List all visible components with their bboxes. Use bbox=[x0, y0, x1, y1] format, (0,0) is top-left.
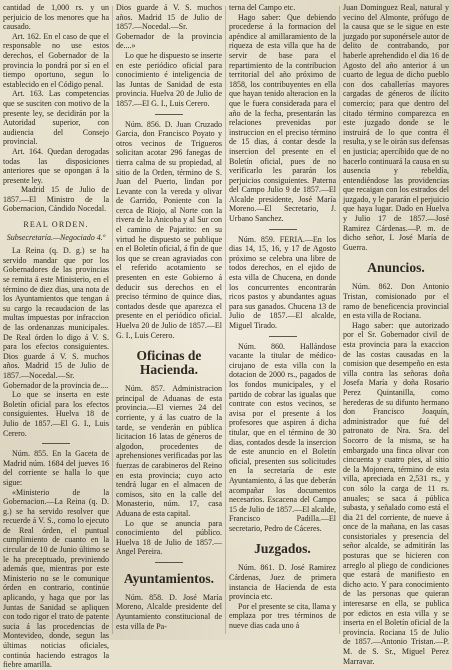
column-3 bbox=[229, 3, 336, 637]
divider bbox=[42, 443, 70, 444]
law-signature: Madrid 15 de Julio de 1857.—El Ministro de la Gobernacion, Cándido Nocedal. bbox=[3, 185, 109, 214]
notice-855-text: «Ministerio de la Gobernacion.—La Reina (q. D. g.) se ha servido resolver que recuerde á V. S., como lo ejecuto de Real órden, el puntual cumplimiento de cuanto en la circular de 10 de Junio último se le ha preceptuado, previniendo además que, mientras por este Ministerio no se le comunique órden en contrario, continúe aplicando, y haga que por las Juntas de Sanidad se apliquen con todo rigor el trato de patente sucia á las procedencias de Montevideo, donde, segun las últimas noticias oficiales, continúa haciendo estragos la fiebre amarilla. bbox=[3, 487, 109, 670]
notice-855-insert-note: Lo que he dispuesto se inserte en este periódico oficial para conocimiento é inteligencia de las Juntas de Sanidad de esta provincia. Huelva 20 de Julio de 1857.—El G. I., Luis Cerero. bbox=[116, 50, 222, 108]
article-163: Art. 163. Las competencias que se susciten con motivo de la presente ley, se decidirán por la Autoridad superior, con audiencia del Consejo provincial. bbox=[3, 89, 109, 147]
article-162: Art. 162. En el caso de que el responsable no use estos derechos, el Gobernador de la provincia lo pondrá por sí en el tiempo oportuno, segun lo establecido en el Código penal. bbox=[3, 31, 109, 89]
notice-861-start: Por el presente se cita, llama y emplaza por tres términos de nueve dias cada uno á bbox=[229, 601, 336, 631]
notice-855-intro: Núm. 855. En la Gaceta de Madrid núm. 1684 del jueves 16 del corriente se halla lo que sigue: bbox=[3, 449, 109, 487]
column-4 bbox=[343, 3, 449, 666]
notice-858-text: Hago saber: Que debiendo procederse á la formacion del apéndice al amillaramiento de la riqueza de esta villa que ha de servir de base para el repartimiento de la contribucion territorial del año próximo de 1858, los contribuyentes en ella que hayan tenido alteracion en la que le fuera considerada para el año de la fecha, presentarán las relaciones prevenidas por instruccion en el preciso término de 15 dias, á contar desde la insercion del presente en el Boletín oficial, pues de no verificarlo les pararán los perjuicios consiguientes. Paterna del Campo Julio 9 de 1857.—El Alcalde presidente, José María Moreno.—El Secretario, J. Urbano Sanchez. bbox=[229, 12, 336, 224]
divider bbox=[269, 336, 297, 337]
column-1 bbox=[3, 3, 109, 670]
notice-858-start: Núm. 858. D. José María Moreno, Alcalde presidente del Ayuntamiento constitucional de esta villa de Pa- bbox=[116, 592, 222, 631]
notice-860: Núm. 860. Hallándose vacante la titular de médico-cirujano de esta villa con la dotacion de 2000 rs., pagados de los fondos municipales, y el partido de cobrar las igualas que contrate con estos vecinos, se avisa por el presente á los profesores que aspiren á dicha titular, que en el término de 30 dias, contados desde la insercion de este anuncio en el Boletín oficial, presenten sus solicitudes en la secretaría de este Ayuntamiento, á las que deberán acompañar los documentos necesarios. Escacena del Campo 15 de Julio de 1857.—El alcalde, Francisco Padilla.—El secretario, Pedro de Cáceres. bbox=[229, 341, 336, 533]
notice-858-continued: terna del Campo etc. bbox=[229, 3, 296, 12]
column-rule bbox=[339, 6, 340, 634]
article-text: cantidad de 1,000 rs. y un perjuicio de los menores que ha causado. bbox=[3, 3, 109, 32]
real-orden-insert-note: Lo que se inserta en este Boletín oficial para los efectos consiguientes. Huelva 18 de Julio de 1857.—El G. I., Luis Cerero. bbox=[3, 390, 109, 438]
column-2 bbox=[116, 3, 222, 637]
section-heading-oficinas-de-hacienda: Oficinas de Hacienda. bbox=[136, 348, 202, 378]
section-heading-ayuntamientos: Ayuntamientos. bbox=[123, 570, 215, 586]
notice-861-continued: Juan Dominguez Real, natural y vecino del Almonte, prófugo de la causa que se le sigue en este juzgado por suponérsele autor de delito de contrabando, por haberle aprehendido el dia 16 de Agosto del año anterior á un cuarto de legua de dicho pueblo con dos caballerías mayores cargadas de géneros de ilícito comercio; para que dentro del citado término comparezca en este juzgado donde se le instruirá de lo que contra él resulta, y se le oirán sus defensas en justicia; apercibido que de no hacerlo continuará la causa en su ausencia y rebeldía, entendiéndose las providencias que recaigan con los estrados del juzgado, y le pararán el perjuicio que haya lugar. Dado en Huelva y Julio 17 de 1857.—José Ramirez Cárdenas.—P. m. de dicho señor, I. José María de Guerra. bbox=[343, 3, 449, 252]
notice-855-close: Dios guarde á V. S. muchos años. Madrid 15 de Julio de 1857.—Nocedal.—Sr. Gobernador de la provincia de....» bbox=[116, 3, 222, 51]
section-heading-real-orden: REAL ORDEN. bbox=[23, 220, 89, 230]
real-orden-text: La Reina (q. D. g.) se ha servido mandar que por los Gobernadores de las provincias se remita á este Ministerio, en el término de diez dias, una nota de los Ayuntamientos que tengan á su cargo la recaudacion de las multas impuestas por infraccion de las ordenanzas municipales. De Real órden lo digo á V. S. para los efectos consiguientes. Dios guarde á V. S. muchos años. Madrid 15 de Julio de 1857.—Nocedal.—Sr. Gobernador de la provincia de.... bbox=[3, 246, 109, 390]
divider bbox=[269, 229, 297, 230]
notice-856: Núm. 856. D. Juan Cruzado Garcia, don Francisco Poyato y otros vecinos de Trigueros solicitan acotar 296 fanegas de tierra calma de su propiedad, al sitio de la Orden, término de S. Juan del Puerto, lindan por Levante con la vereda y olivar de Garrido, Poniente con la cerca de Riojo, al Norte con la rivera de la Anicoba y al Sur con el camino de Pajarito: en su virtud he dispuesto se publique en el Boletín oficial, á fin de que los que se crean agraviados con el referido acotamiento se presenten en este Gobierno á deducir sus derechos en el preciso término de quince dias, contados desde que aparezca el presente en el periódico oficial. Huelva 20 de Julio de 1857.—El G. I., Luis Cerero. bbox=[116, 119, 222, 340]
notice-862-intro: Núm. 862. Don Antonio Tristan, comisionado por el ramo de beneficencia provincial en esta villa de Rociana. bbox=[343, 282, 449, 321]
notice-857: Núm. 857. Administracion principal de Aduanas de esta provincia.—El viernes 24 del corriente, y á las cuatro de la tarde, se venderán en pública licitacion 16 latas de géneros de algodon, procedentes de aprehensiones verificadas por las fuerzas de carabineros del Reino en esta provincia; cuyo acto tendrá lugar en el almacen de comisos, sito en la calle del Monasterio, núm. 17, casa Aduana de esta capital. bbox=[116, 384, 222, 518]
column-rule bbox=[225, 6, 226, 634]
divider bbox=[155, 114, 183, 115]
notice-862-text: Hago saber: que autorizado por el Sr. Gobernador civil de esta provincia para la exaccion de las costas causadas en la comision que desempeño en esta villa contra las señoras doña Josefa María y doña Rosario Perez Quintanilla, como herederas de su difunto hermano don Francisco Joaquín, administrador que fué del patronato de Nra. Sra. del Socorro de la misma, se ha embargado una finca olivar con cincuenta y cuatro pies, al sitio de la Mojonera, término de esta villa, apreciada en 2,531 rs., y con sólo la carga de 11 rs. anuales; se saca á pública subasta, y señalado como está el dia 21 del corriente, de nueve á once de la mañana, en las casas consistoriales y presencia del señor alcalde, se admitirán las posturas que se hicieren con arreglo al pliego de condiciones que estará de manifiesto en dicho acto. Y para conocimiento de las personas que quieran interesarse en ella, se publica por edictos en esta villa y se inserta en el Boletín oficial de la provincia. Rociana 15 de Julio de 1857.—Antonio Tristan.—P. M. de S. Sr., Miguel Perez Marravar. bbox=[343, 320, 449, 666]
divider bbox=[155, 562, 183, 563]
section-heading-juzgados: Juzgados. bbox=[254, 541, 311, 557]
section-heading-anuncios: Anuncios. bbox=[367, 260, 425, 276]
column-rule bbox=[112, 6, 113, 634]
notice-861-intro: Núm. 861. D. José Ramirez Cárdenas, Juez de primera instancia de Hacienda de esta provincia etc. bbox=[229, 563, 336, 602]
notice-859: Núm. 859. FERIA.—En los dias 14, 15, 16, y 17 de Agosto próximo se celebra una libre de todos derechos, en el ejido de esta villa de Chucena, en donde los concurrentes encontrarán ricos pastos y abundantes aguas para sus ganados. Chucena 13 de Julio de 1857.—El alcalde, Miguel Tirado. bbox=[229, 234, 336, 330]
article-164: Art. 164. Quedan derogadas todas las disposiciones anteriores que se opongan á la presente ley. bbox=[3, 146, 109, 185]
notice-857-close: Lo que se anuncia para conocimiento del público. Huelva 18 de Julio de 1857.—Angel Pereira. bbox=[116, 518, 222, 557]
section-subheading: Subsecretaría.—Negociado 4.º bbox=[6, 232, 106, 242]
